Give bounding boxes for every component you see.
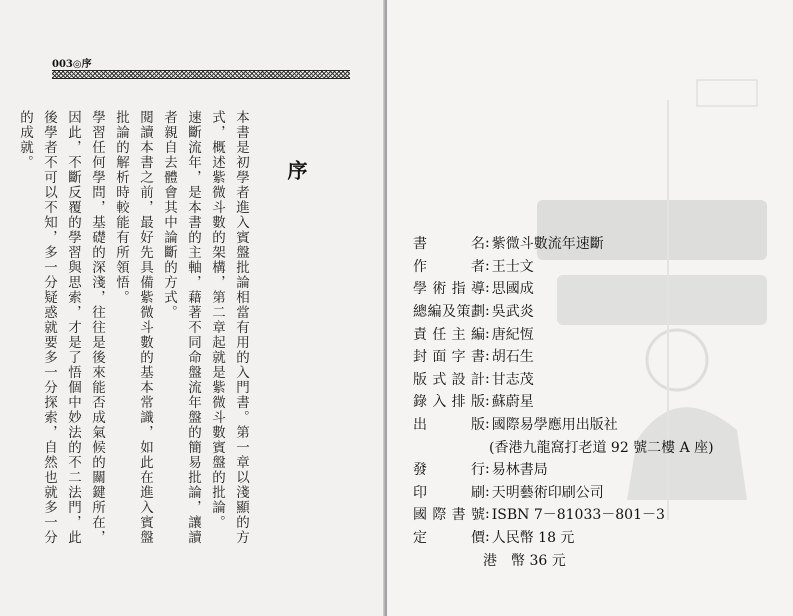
colophon-label: 封 面 字 書: [413, 349, 485, 366]
left-page: [0, 0, 385, 616]
colophon-row: 學 術 指 導 : 思國成: [413, 280, 534, 298]
colophon-row: 國 際 書 號 : ISBN 7－81033－801－3: [413, 506, 665, 524]
colophon-value: 人民幣 18 元: [491, 530, 575, 547]
colophon-value: 紫微斗數流年速斷: [491, 236, 604, 253]
preface-paragraph: 速斷流年，是本書的主軸，藉著不同命盤流年盤的簡易批論，讓讀者親自去體會其中論斷的方式。: [161, 110, 201, 545]
colophon-row: 總 編 及 策 劃 : 吳武炎: [413, 303, 534, 321]
colophon-row: 印 刷 : 天明藝術印刷公司: [413, 483, 604, 501]
colophon-label: 錄 入 排 版: [413, 394, 485, 411]
colophon-value: 蘇蔚星: [491, 394, 534, 411]
colophon-label: 出 版: [413, 417, 485, 434]
preface-paragraph: 學習任何學問，基礎的深淺，往往是後來能否成氣候的關鍵所在，因此，不斷反覆的學習與思索，才是了悟個中妙法的不二法門，此後學者不可以不知，多一分疑惑就要多一分探索，自然也就多一分的成就。: [17, 110, 105, 545]
preface-paragraph: 閱讀本書之前，最好先具備紫微斗數的基本常識，如此在進入賓盤批論的解析時較能有所領悟。: [113, 110, 153, 545]
colophon-value: 吳武炎: [491, 304, 534, 321]
colophon-value: 甘志茂: [491, 371, 534, 388]
preface-body: [13, 110, 253, 550]
colophon-value: ISBN 7－81033－801－3: [491, 507, 665, 524]
colophon-row: 發 行 : 易林書局: [413, 461, 548, 479]
colophon-value: 易林書局: [491, 462, 548, 479]
colophon-label: 學 術 指 導: [413, 281, 485, 298]
colophon-label: 書 名: [413, 236, 485, 253]
colophon-row: 責 任 主 編 : 唐紀恆: [413, 325, 534, 343]
colophon-label: 責 任 主 編: [413, 326, 485, 343]
colophon-value: 天明藝術印刷公司: [491, 484, 604, 501]
page-header: 003◎序: [52, 59, 92, 70]
colophon-value: 王士文: [491, 258, 534, 275]
header-decorative-rule: [52, 70, 350, 79]
colophon-value: 思國成: [491, 281, 534, 298]
colophon-label: 版 式 設 計: [413, 371, 485, 388]
colophon-value: 唐紀恆: [491, 326, 534, 343]
hk-price: 港 幣 36 元: [483, 552, 566, 569]
colophon-row: 出 版 : 國際易學應用出版社: [413, 416, 618, 434]
colophon-row-hk-price: [413, 548, 714, 571]
colophon-label: 印 刷: [413, 484, 485, 501]
publisher-address: (香港九龍窩打老道 92 號二樓 A 座): [489, 439, 714, 456]
colophon-row: 書 名 : 紫微斗數流年速斷: [413, 235, 604, 253]
colophon-row-address: [413, 435, 714, 458]
right-page: [387, 0, 793, 616]
colophon-row: 版 式 設 計 : 甘志茂: [413, 370, 534, 388]
colophon-label: 發 行: [413, 462, 485, 479]
colophon-row: 錄 入 排 版 : 蘇蔚星: [413, 393, 534, 411]
preface-paragraph: 本書是初學者進入賓盤批論相當有用的入門書。第一章以淺顯的方式，概述紫微斗數的架構，第二章起就是紫微斗數賓盤的批論。: [209, 110, 249, 545]
colophon-row: 封 面 字 書 : 胡石生: [413, 348, 534, 366]
colophon-row: 定 價 : 人民幣 18 元: [413, 529, 575, 547]
colophon-value: 胡石生: [491, 349, 534, 366]
colophon-row: 作 者 : 王士文: [413, 257, 534, 275]
colophon-label: 總 編 及 策 劃: [413, 304, 485, 321]
colophon-label: 定 價: [413, 530, 485, 547]
colophon: [413, 232, 714, 571]
colophon-label: 作 者: [413, 258, 485, 275]
preface-title: 序: [284, 160, 308, 180]
colophon-label: 國 際 書 號: [413, 507, 485, 524]
colophon-value: 國際易學應用出版社: [491, 417, 618, 434]
